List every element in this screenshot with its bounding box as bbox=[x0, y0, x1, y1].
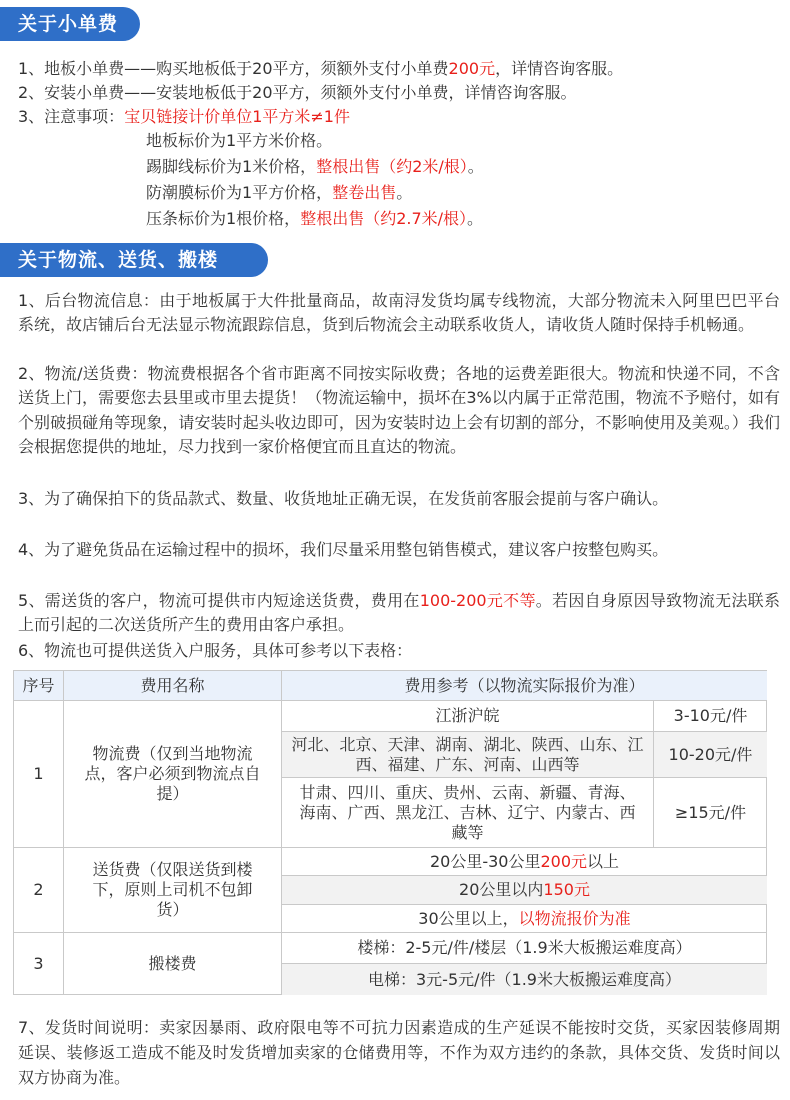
row-1b-price: 10-20元/件 bbox=[654, 732, 767, 778]
logistics-item-2: 2、物流/送货费：物流费根据各个省市距离不同按实际收费；各地的运费差距很大。物流和快递不同，不含送货上门，需要您去县里或市里去提货！（物流运输中，损坏在3%以内属于正常范围，物流不予赔付，如有个别破损碰角等现象，请安装时起头收边即可，因为安装时边上会有切割的部分，不影响使用及美观。）我们会根据您提供的地址，尽力找到一家价格便宜而且直达的物流。 bbox=[18, 364, 780, 456]
row-2b-ref: 20公里以内 150元 bbox=[282, 876, 767, 905]
row-2c-ref: 30公里以上， 以物流报价为准 bbox=[282, 905, 767, 933]
row-1a-area: 江浙沪皖 bbox=[282, 701, 654, 732]
col-header-fee-ref: 费用参考（以物流实际报价为准） bbox=[282, 671, 767, 701]
small-order-item-2: 2、安装小单费——安装地板低于20平方，须额外支付小单费，详情咨询客服。 bbox=[18, 83, 577, 102]
logistics-item-7: 7、发货时间说明：卖家因暴雨、政府限电等不可抗力因素造成的生产延误不能按时交货，买家因装修周期延误、装修返工造成不能及时发货增加卖家的仓储费用等，不作为双方违约的条款，具体交货、发货时间以双方协商为准。 bbox=[18, 1018, 780, 1087]
row-1-fee-name: 物流费（仅到当地物流点，客户必须到物流点自提） bbox=[64, 701, 282, 848]
row-3-no: 3 bbox=[14, 933, 64, 995]
row-2-no: 2 bbox=[14, 848, 64, 933]
col-header-no: 序号 bbox=[14, 671, 64, 701]
row-3b-elevator: 电梯：3元-5元/件（1.9米大板搬运难度高） bbox=[282, 964, 767, 995]
row-1b-area: 河北、北京、天津、湖南、湖北、陕西、山东、江西、福建、广东、河南、山西等 bbox=[282, 732, 654, 778]
section-title-logistics: 关于物流、送货、搬楼 bbox=[0, 243, 268, 277]
note-film-price: 防潮膜标价为1平方价格，整卷出售。 bbox=[146, 183, 413, 202]
note-floor-price: 地板标价为1平方米价格。 bbox=[146, 131, 333, 150]
row-1-no: 1 bbox=[14, 701, 64, 848]
row-1a-price: 3-10元/件 bbox=[654, 701, 767, 732]
row-1c-area: 甘肃、四川、重庆、贵州、云南、新疆、青海、海南、广西、黑龙江、吉林、辽宁、内蒙古、西藏等 bbox=[282, 778, 654, 848]
logistics-item-1: 1、后台物流信息：由于地板属于大件批量商品，故南浔发货均属专线物流，大部分物流未入阿里巴巴平台系统，故店铺后台无法显示物流跟踪信息，货到后物流会主动联系收货人，请收货人随时保持手机畅通。 bbox=[18, 291, 780, 335]
fee-table bbox=[13, 670, 767, 995]
small-order-item-3: 3、注意事项：宝贝链接计价单位1平方米≠1件 bbox=[18, 107, 350, 126]
row-2-fee-name: 送货费（仅限送货到楼下，原则上司机不包卸货） bbox=[64, 848, 282, 933]
small-order-item-1: 1、地板小单费——购买地板低于20平方，须额外支付小单费200元，详情咨询客服。 bbox=[18, 59, 624, 78]
row-3-fee-name: 搬楼费 bbox=[64, 933, 282, 995]
col-header-fee-name: 费用名称 bbox=[64, 671, 282, 701]
section-title-small-order-fee: 关于小单费 bbox=[0, 7, 140, 41]
row-3a-stairs: 楼梯：2-5元/件/楼层（1.9米大板搬运难度高） bbox=[282, 933, 767, 964]
row-2a-ref: 20公里-30公里 200元 以上 bbox=[282, 848, 767, 876]
logistics-item-3: 3、为了确保拍下的货品款式、数量、收货地址正确无误，在发货前客服会提前与客户确认。 bbox=[18, 489, 669, 508]
logistics-item-5: 5、需送货的客户，物流可提供市内短途送货费，费用在100-200元不等。若因自身原因导致物流无法联系上而引起的二次送货所产生的费用由客户承担。 bbox=[18, 591, 780, 635]
logistics-item-6: 6、物流也可提供送货入户服务，具体可参考以下表格： bbox=[18, 641, 413, 660]
logistics-item-4: 4、为了避免货品在运输过程中的损坏，我们尽量采用整包销售模式，建议客户按整包购买。 bbox=[18, 540, 669, 559]
note-skirting-price: 踢脚线标价为1米价格，整根出售（约2米/根）。 bbox=[146, 157, 484, 176]
note-strip-price: 压条标价为1根价格，整根出售（约2.7米/根）。 bbox=[146, 209, 484, 228]
row-1c-price: ≥15元/件 bbox=[654, 778, 767, 848]
